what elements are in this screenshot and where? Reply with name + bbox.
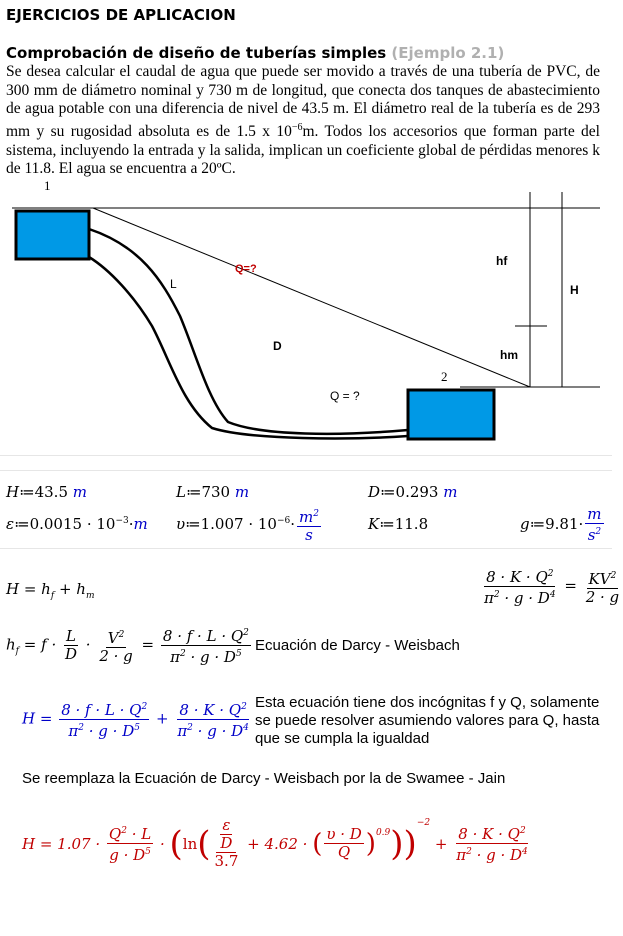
def-g-symbol: g [520, 515, 530, 533]
def-H-symbol: H [6, 483, 20, 501]
def-nu-value: 1.007 · 10 [200, 515, 277, 533]
def-H-unit: m [72, 483, 88, 501]
point-2-label: 2 [441, 369, 448, 384]
def-D-value: 0.293 [395, 483, 439, 501]
def-nu-unit [297, 507, 321, 543]
nu-unit-exp: 2 [313, 509, 319, 519]
nu-unit-s: s [305, 526, 313, 544]
lower-tank [408, 390, 494, 439]
def-H: H≔43.5 m [6, 483, 88, 501]
pipe [89, 229, 408, 434]
def-g: g≔9.81· $\frac{m}{s^2}$ [520, 505, 602, 544]
g-unit-s: s [587, 526, 596, 544]
def-L-unit: m [234, 483, 250, 501]
def-H-value: 43.5 [34, 483, 68, 501]
problem-exponent: −6 [291, 121, 303, 133]
h-label: H [570, 283, 579, 297]
def-nu: υ≔1.007 · $10^{-6}\cdot$ $\frac{m^2}{s}$ [176, 508, 319, 544]
darcy-label: Ecuación de Darcy - Weisbach [255, 637, 460, 654]
def-K-symbol: K [368, 515, 380, 533]
def-eps-value: 0.0015 · 10 [29, 515, 116, 533]
section-subtitle [6, 44, 504, 62]
energy-grade-line [93, 208, 530, 387]
def-L: L≔730 m [176, 483, 250, 501]
problem-text-part2: m. Todos los accesorios que forman parte del sistema, incluyendo la entrada y la salida, implican un coeficiente global de pérdidas menores k de 11.8. El agua se encuentra a 20ºC. [6, 122, 600, 178]
eq-total-head: $H = h_f + h_m$ [6, 580, 95, 601]
def-D-unit: m [443, 483, 458, 501]
def-eps-exponent: −3 [115, 516, 129, 526]
upper-tank [16, 211, 89, 259]
problem-text-part1: Se desea calcular el caudal de agua que puede ser movido a través de una tubería de PVC, de 300 mm de diámetro nominal y 730 m de longitud, que conecta dos tanques de abastecimiento de agua potable con una diferencia de nivel de 43.5 m. El diámetro real de la tubería es de 293 mm y su rugosidad absoluta es de 1.5 x 10 [6, 63, 600, 140]
def-L-value: 730 [201, 483, 231, 501]
pipe-bottom-wall [89, 257, 408, 438]
def-D-symbol: D [368, 483, 381, 501]
subtitle-text: Comprobación de diseño de tuberías simples [6, 44, 387, 62]
note-line-1: Esta ecuación tiene dos incógnitas f y Q, solamente [255, 694, 600, 711]
separator [0, 455, 612, 456]
pipe-lower-edge [89, 257, 270, 441]
eq-minor-losses: $\frac{8 \cdot K \cdot Q^2}{\pi^2 \cdot g \cdot D^4}$ = $\frac{KV^2}{2 \cdot g}$ [484, 568, 620, 607]
def-g-value: 9.81 [545, 515, 579, 533]
page-title: EJERCICIOS DE APLICACION [6, 6, 236, 24]
def-K: K≔11.8 [368, 515, 429, 533]
combined-note [255, 694, 599, 748]
def-nu-symbol: υ [176, 515, 186, 533]
def-eps-unit: m [133, 515, 148, 533]
replace-statement: Se reemplaza la Ecuación de Darcy - Weisbach por la de Swamee - Jain [22, 770, 506, 787]
hf-label: hf [496, 254, 508, 268]
flow-label-bottom: Q = ? [330, 389, 360, 403]
def-D: D≔0.293 m [368, 483, 458, 501]
def-epsilon: ε≔0.0015 · $10^{-3}\cdot m$ [6, 515, 148, 533]
nu-unit-m: m [299, 508, 314, 526]
problem-statement [6, 63, 600, 179]
hm-label: hm [500, 348, 518, 362]
note-line-3: que se cumpla la igualdad [255, 730, 430, 747]
eq-darcy-weisbach: $h_f = f$ · $\frac{L}{D}$ · $\frac{V^2}{2 \cdot g}$ = $\frac{8 \cdot f \cdot L \cdot Q^2}{\pi^2 \cdot g \cdot D^5}$ [6, 627, 249, 666]
length-label: L [170, 277, 177, 291]
separator [0, 548, 612, 549]
g-unit-exp: 2 [595, 527, 602, 537]
flow-label-top: Q=? [235, 263, 257, 275]
def-g-unit [585, 507, 603, 543]
def-eps-symbol: ε [6, 515, 15, 533]
def-nu-exponent: −6 [276, 516, 291, 526]
point-1-label: 1 [44, 178, 51, 193]
example-reference: (Ejemplo 2.1) [391, 44, 505, 62]
diameter-label: D [273, 339, 282, 353]
eq-swamee-jain: H = 1.07 · $\frac{Q^2 \cdot L}{g \cdot D^5}$ · ( ln ( $\frac{\frac{\varepsilon}{D}}{3.7}$ + 4.62 · ( $\frac{\upsilon \cdot D}{Q}$ ) $^{0.9}$ ) ) −2 + $\frac{8 \cdot K \cdot Q^2}{\pi^2 \cdot g \cdot D^4}$ [22, 816, 528, 870]
def-L-symbol: L [176, 483, 186, 501]
eq-combined: H = $\frac{8 \cdot f \cdot L \cdot Q^2}{\pi^2 \cdot g \cdot D^5}$ + $\frac{8 \cdot K \cdot Q^2}{\pi^2 \cdot g \cdot D^4}$ [22, 701, 249, 740]
separator [0, 470, 612, 471]
g-unit-m: m [587, 505, 602, 523]
def-K-value: 11.8 [394, 515, 429, 533]
note-line-2: se puede resolver asumiendo valores para Q, hasta [255, 712, 600, 729]
pipe-system-diagram [0, 178, 612, 448]
